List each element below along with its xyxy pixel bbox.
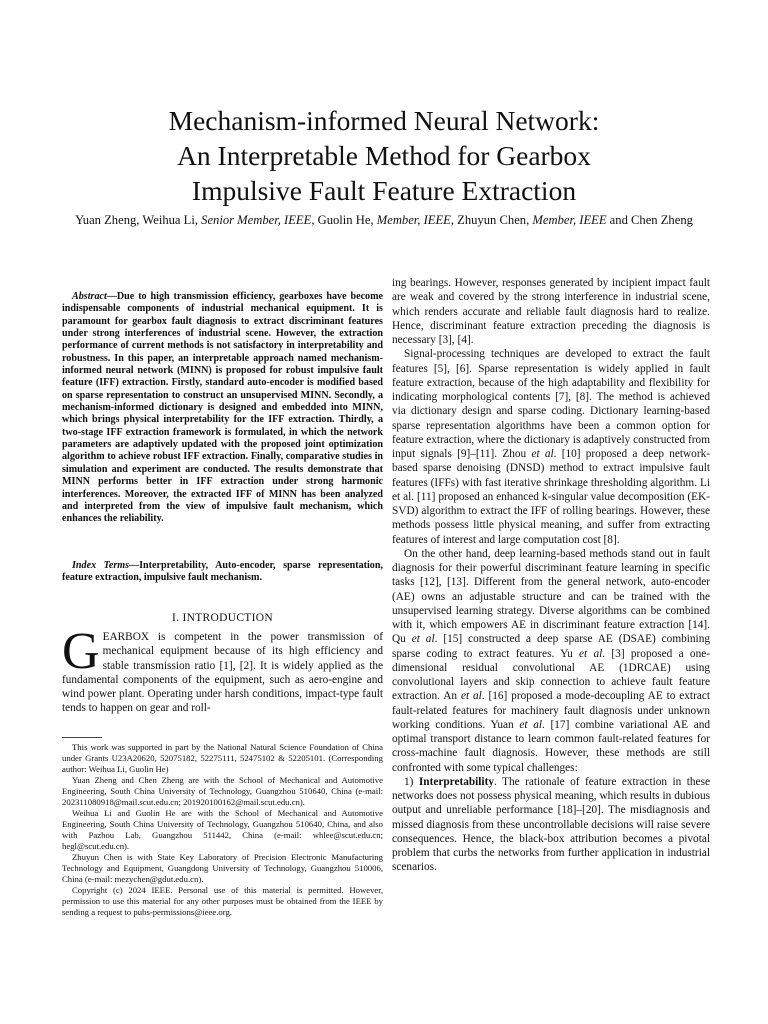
footnote-copyright: Copyright (c) 2024 IEEE. Personal use of this material is permitted. However, permission to use this material for any other purposes must be obtained from the IEEE by sending a request to pubs-permissions@ieee.org. bbox=[62, 885, 383, 917]
author-list bbox=[70, 212, 698, 228]
author-role-1: Senior Member, IEEE bbox=[201, 213, 312, 227]
index-terms-text: —Interpretability, Auto-encoder, sparse representation, feature extraction, impulsive fault mechanism. bbox=[62, 560, 383, 584]
footnote-divider bbox=[62, 737, 102, 738]
right-paragraph-3-part-e: . [17] combine variational AE and optimal transport distance to learn common fault-related features for cross-machine fault diagnosis. However, these methods are still confronted with some typical challenges: bbox=[392, 718, 711, 774]
abstract bbox=[62, 291, 383, 526]
footnote-funding: This work was supported in part by the National Natural Science Foundation of China under Grants U23A20620, 52075182, 52275111, 52475102 & 52205101. (Corresponding author: Weihua Li, Guolin He) bbox=[62, 742, 383, 774]
right-paragraph-3-part-a: On the other hand, deep learning-based methods stand out in fault diagnosis for their powerful discriminant feature learning in specific tasks [12], [13]. Different from the general network, auto-encoder (AE) owns an adjustable structure and can be trained with the unsupervised learning strategy. Diverse algorithms can be combined with it, which empowers AE in discriminant feature extraction [14]. Qu bbox=[392, 547, 710, 646]
right-column bbox=[392, 276, 710, 875]
footnote-affiliation-1: Yuan Zheng and Chen Zheng are with the School of Mechanical and Automotive Engineering, South China University of Technology, Guangzhou 510640, China (e-mail: 202311080918@mail.scut.edu.cn; 201920100162@mail.scut.edu.cn). bbox=[62, 775, 383, 807]
drop-cap: G bbox=[62, 623, 100, 680]
right-paragraph-3-part-d: . [16] proposed a mode-decoupling AE to extract fault-related features for machinery fault diagnosis under unknown working conditions. Yuan bbox=[392, 690, 711, 731]
title-line-3: Impulsive Fault Feature Extraction bbox=[191, 175, 577, 206]
intro-paragraph-1: EARBOX is competent in the power transmission of mechanical equipment because of its high efficiency and stable transmission ratio [1], [2]. It is widely applied as the fundamental components of the equipment, such as aero-engine and wind power plant. Operating under harsh conditions, impact-type fault tends to happen on gear and roll- bbox=[62, 631, 383, 715]
list-number: 1) bbox=[404, 775, 419, 788]
title-line-1: Mechanism-informed Neural Network: bbox=[168, 105, 600, 136]
paper-title bbox=[60, 103, 708, 208]
right-paragraph-2-part-b: . [10] proposed a deep network-based sparse denoising (DNSD) method to extract impulsive fault features (IFFs) with fast iterative shrinkage thresholding algorithm. Li et al. [11] proposed an enhanced k-singular value decomposition (EK-SVD) algorithm to extract the IFF of rolling bearings. However, these methods possess little physical meaning, and suffer from extracting features of interest and large computation cost [8]. bbox=[392, 448, 711, 546]
index-terms bbox=[62, 560, 383, 585]
abstract-text: —Due to high transmission efficiency, gearboxes have become indispensable components of industrial mechanical equipment. It is paramount for gearbox fault diagnosis to extract discriminant features under strong interferences of industrial scene. However, the extraction performance of current methods is not satisfactory in interpretability and robustness. In this paper, an interpretable approach named mechanism-informed neural network (MINN) is proposed for robust impulsive fault feature (IFF) extraction. Firstly, standard auto-encoder is modified based on sparse representation to construct an unsupervised MINN. Secondly, a mechanism-informed dictionary is designed and embedded into MINN, which brings physical interpretability for the IFF extraction. Thirdly, a two-stage IFF extraction framework is formulated, in which the network parameters are adaptively updated with the proposed joint optimization algorithm to achieve robust IFF extraction. Finally, comparative studies in simulation and experiment are conducted. The results demonstrate that MINN performs better in IFF extraction under strong harmonic interferences. Moreover, the extracted IFF of MINN has been analyzed and interpreted from the view of impulsive fault mechanism, which enhances the reliability. bbox=[62, 291, 383, 525]
citation-et-al: et al bbox=[579, 647, 603, 660]
right-paragraph-4 bbox=[392, 775, 710, 875]
right-paragraph-3-part-b: . [15] constructed a deep sparse AE (DSAE) combining sparse coding to extract features. Yu bbox=[392, 633, 710, 660]
author-names-4: and Chen Zheng bbox=[606, 213, 693, 227]
footnote-affiliation-2: Weihua Li and Guolin He are with the School of Mechanical and Automotive Engineering, South China University of Technology, Guangzhou 510640, China, and also with Pazhou Lab, Guangzhou 511442, China (e-mail: whlee@scut.edu.cn; hegl@scut.edu.cn). bbox=[62, 808, 383, 851]
right-paragraph-2 bbox=[392, 347, 710, 547]
right-paragraph-3 bbox=[392, 547, 710, 775]
citation-et-al: et al bbox=[411, 633, 435, 646]
list-item-text: . The rationale of feature extraction in these networks does not possess physical meaning, which results in dubious output and unreliable performance [18]–[20]. The misdiagnosis and missed diagnosis from these uncontrollable decisions will raise severe consequences. Hence, the black-box attribution becomes a pivotal problem that curbs the networks from further application in industrial scenarios. bbox=[392, 775, 710, 874]
abstract-lead: Abstract bbox=[72, 291, 107, 302]
right-paragraph-3-part-c: . [3] proposed a one-dimensional residual convolutional AE (1DRCAE) using convolutional layers and skip connection to achieve fault feature extraction. An bbox=[392, 647, 710, 703]
author-role-3: Member, IEEE bbox=[532, 213, 607, 227]
author-names-2: , Guolin He, bbox=[311, 213, 377, 227]
author-role-2: Member, IEEE bbox=[376, 213, 451, 227]
author-names-1: Yuan Zheng, Weihua Li, bbox=[75, 213, 202, 227]
list-item-heading: Interpretability bbox=[418, 775, 494, 788]
footnote-affiliation-3: Zhuyun Chen is with State Key Laboratory of Precision Electronic Manufacturing Technology and Equipment, Guangdong University of Technology, Guangzhou 510006, China (e-mail: mezychen@gdut.edu.cn). bbox=[62, 852, 383, 884]
footnotes bbox=[62, 742, 383, 918]
citation-et-al: et al bbox=[460, 690, 482, 703]
introduction-text bbox=[62, 623, 383, 716]
index-terms-lead: Index Terms bbox=[72, 560, 130, 571]
citation-et-al: et al bbox=[531, 448, 554, 460]
citation-et-al: et al bbox=[519, 718, 543, 731]
right-paragraph-2-part-a: Signal-processing techniques are developed to extract the fault features [5], [6]. Sparse representation is widely applied in fault feature extraction, because of the high adaptability and flexibility for indicating morphological contents [7], [8]. The method is achieved via dictionary design and sparse coding. Dictionary learning-based sparse representation algorithms have been a common option for feature extraction, where the dictionary is adaptively constructed from input signals [9]–[11]. Zhou bbox=[392, 348, 710, 460]
author-names-3: , Zhuyun Chen, bbox=[450, 213, 533, 227]
title-line-2: An Interpretable Method for Gearbox bbox=[177, 140, 591, 171]
right-paragraph-1: ing bearings. However, responses generated by incipient impact fault are weak and covered by the strong interference in industrial scene, which renders accurate and reliable fault diagnosis hard to realize. Hence, discriminant feature extraction preceding the diagnosis is necessary [3], [4]. bbox=[392, 277, 710, 346]
section-heading-introduction: I. INTRODUCTION bbox=[172, 612, 273, 624]
